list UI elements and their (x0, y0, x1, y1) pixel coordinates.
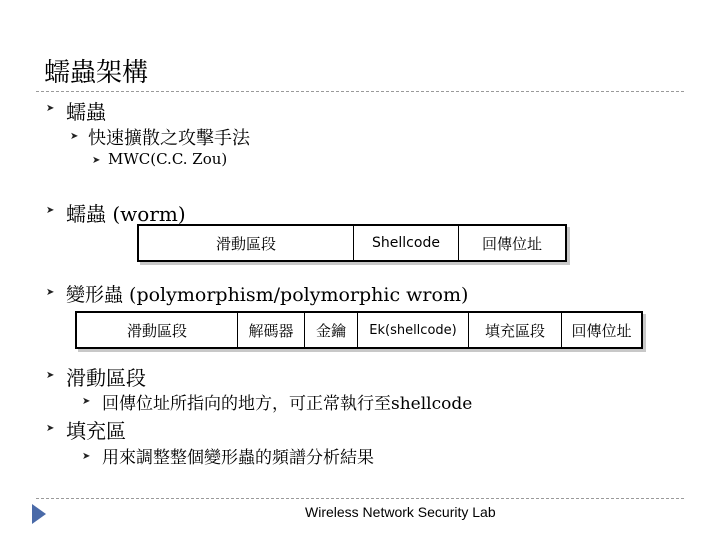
bullet-polymorphic: 變形蟲 (polymorphism/polymorphic wrom) (66, 284, 469, 306)
bullet-icon: ➤ (46, 423, 55, 434)
bullet-fast-spread: 快速擴散之攻擊手法 (88, 128, 250, 149)
bullet-icon: ➤ (46, 287, 55, 298)
diagram-cell-decoder: 解碼器 (238, 312, 305, 348)
diagram-cell-encrypted-shellcode: Ek(shellcode) (358, 312, 469, 348)
diagram-cell-padding: 填充區段 (469, 312, 562, 348)
bullet-icon: ➤ (70, 131, 79, 142)
diagram-cell-return-address: 回傳位址 (571, 321, 632, 340)
footer-divider (36, 498, 684, 499)
diagram-cell-key: 金鑰 (305, 312, 358, 348)
bullet-icon: ➤ (46, 205, 55, 216)
bullet-icon: ➤ (92, 155, 101, 166)
bullet-padding: 填充區 (66, 419, 126, 443)
next-slide-icon[interactable] (32, 504, 46, 524)
bullet-icon: ➤ (46, 370, 55, 381)
diagram-cell-sled: 滑動區段 (76, 312, 238, 348)
bullet-sled: 滑動區段 (66, 366, 146, 390)
bullet-icon: ➤ (82, 396, 91, 407)
bullet-worm-en: 蠕蟲 (worm) (66, 202, 186, 226)
diagram-cell-sled: 滑動區段 (138, 225, 354, 261)
bullet-sled-desc: 回傳位址所指向的地方，可正常執行至shellcode (102, 394, 473, 414)
worm-structure-diagram (137, 224, 567, 262)
slide-title: 蠕蟲架構 (44, 58, 149, 88)
bullet-worm: 蠕蟲 (66, 100, 106, 124)
bullet-icon: ➤ (82, 451, 91, 462)
bullet-icon: ➤ (46, 103, 55, 114)
bullet-mwc: MWC(C.C. Zou) (108, 150, 228, 168)
slide-footer: Wireless Network Security Lab (305, 504, 496, 520)
diagram-cell-shellcode: Shellcode (354, 225, 459, 261)
title-divider (36, 91, 684, 92)
bullet-padding-desc: 用來調整整個變形蟲的頻譜分析結果 (102, 448, 374, 468)
polymorphic-structure-diagram (75, 311, 643, 349)
diagram-cell-return-address: 回傳位址 (481, 234, 542, 253)
